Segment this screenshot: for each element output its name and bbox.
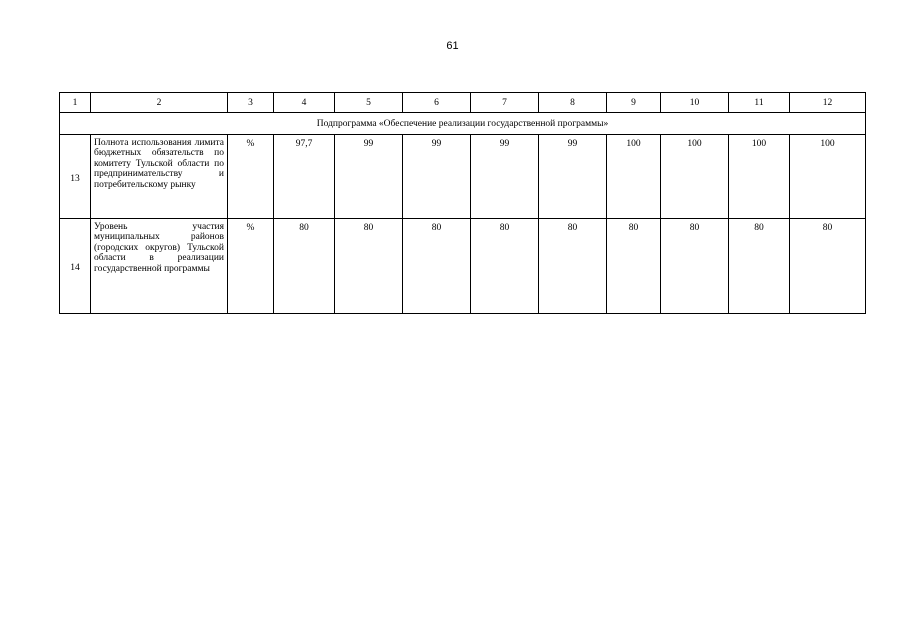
value-cell: 80 [539,219,607,314]
unit-cell: % [228,135,274,219]
indicator-name: Полнота использования лимита бюджетных обязательств по комитету Тульской области по предпринимательству и потребительскому рынку [91,135,228,219]
value-cell: 100 [790,135,866,219]
value-cell: 80 [607,219,661,314]
column-header: 2 [91,93,228,113]
value-cell: 80 [274,219,335,314]
table-header-row [60,93,866,113]
value-cell: 80 [403,219,471,314]
value-cell: 97,7 [274,135,335,219]
unit-cell: % [228,219,274,314]
column-header: 11 [729,93,790,113]
value-cell: 99 [403,135,471,219]
subprogram-row [60,113,866,135]
table-row [60,135,866,219]
value-cell: 80 [661,219,729,314]
column-header: 9 [607,93,661,113]
value-cell: 80 [790,219,866,314]
column-header: 6 [403,93,471,113]
column-header: 12 [790,93,866,113]
column-header: 3 [228,93,274,113]
row-number: 13 [60,135,91,219]
value-cell: 80 [729,219,790,314]
indicator-name: Уровень участия муниципальных районов (городских округов) Тульской области в реализации государственной программы [91,219,228,314]
value-cell: 80 [335,219,403,314]
value-cell: 100 [661,135,729,219]
column-header: 5 [335,93,403,113]
subprogram-title: Подпрограмма «Обеспечение реализации государственной программы» [60,113,866,135]
value-cell: 100 [729,135,790,219]
row-number: 14 [60,219,91,314]
column-header: 7 [471,93,539,113]
indicators-table [59,92,866,314]
table-row [60,219,866,314]
column-header: 1 [60,93,91,113]
column-header: 10 [661,93,729,113]
value-cell: 99 [335,135,403,219]
value-cell: 99 [539,135,607,219]
column-header: 4 [274,93,335,113]
column-header: 8 [539,93,607,113]
value-cell: 100 [607,135,661,219]
value-cell: 99 [471,135,539,219]
page-number: 61 [446,40,459,52]
value-cell: 80 [471,219,539,314]
